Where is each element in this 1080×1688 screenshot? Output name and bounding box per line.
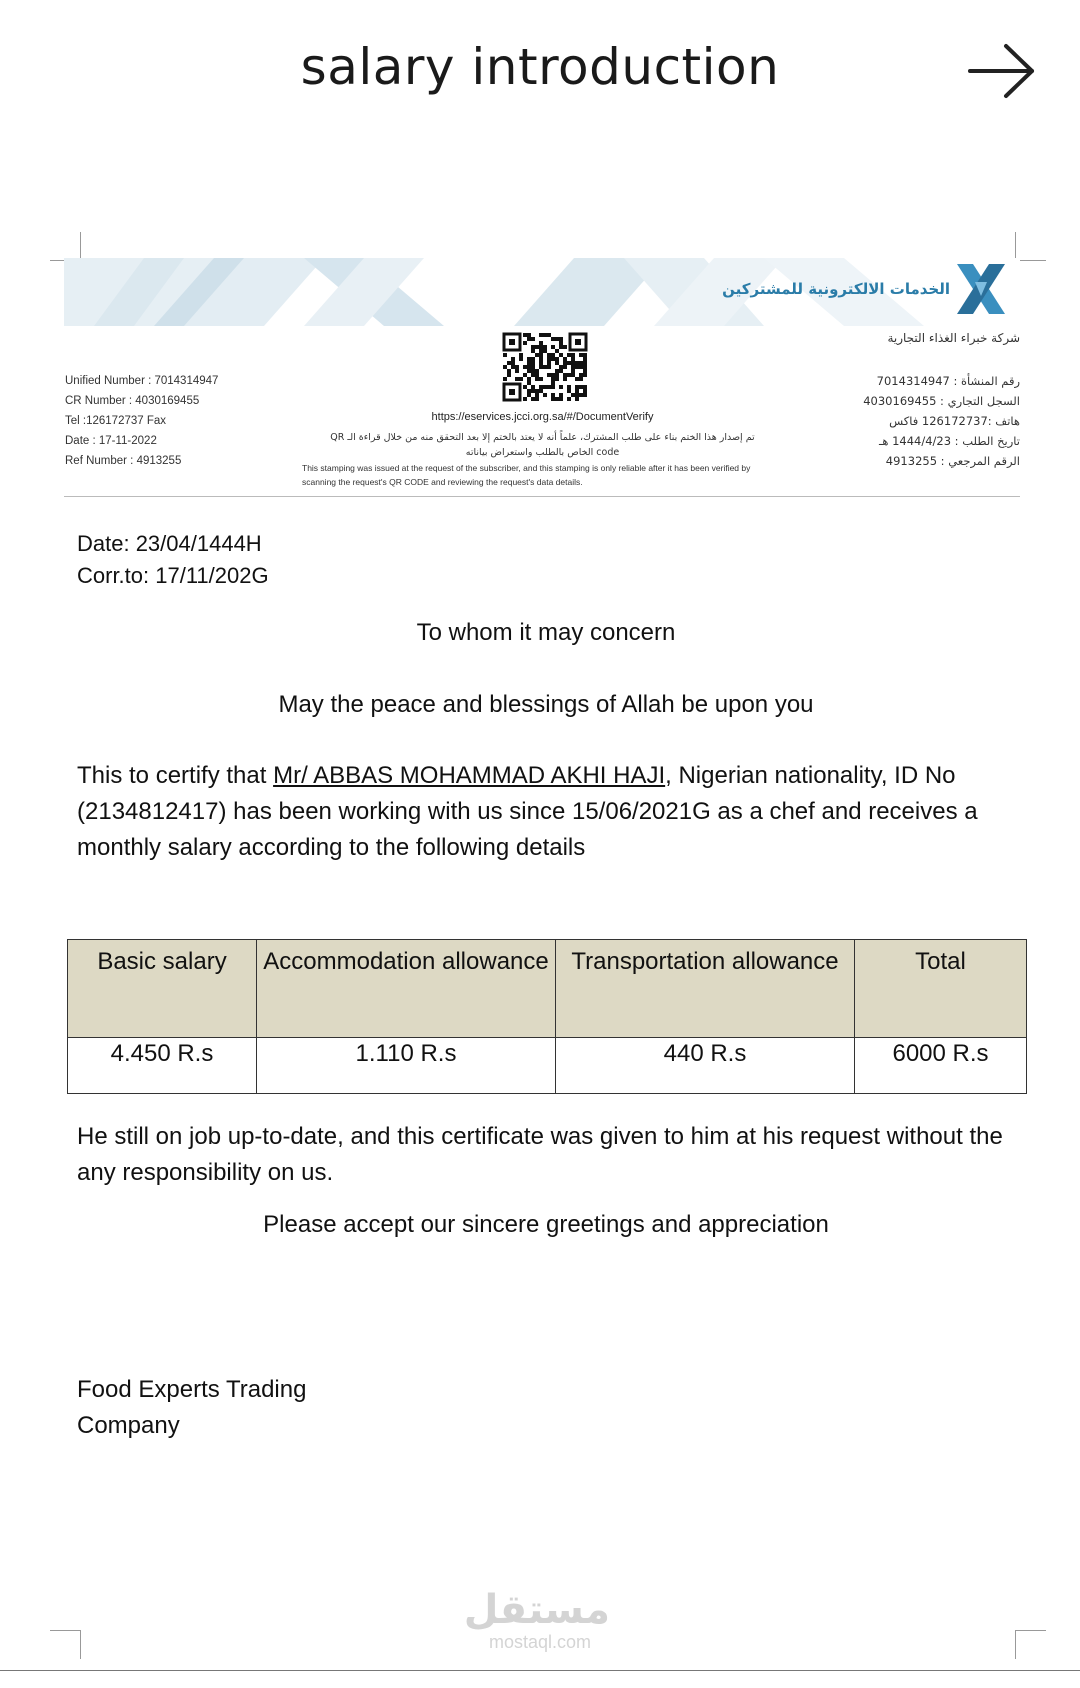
request-date: Date : 17-11-2022 [65, 435, 157, 447]
closing-note: He still on job up-to-date, and this certificate was given to him at his request without the any responsibility on us. [77, 1123, 1003, 1186]
greeting: May the peace and blessings of Allah be upon you [278, 691, 814, 718]
crop-mark-top-left [50, 232, 81, 261]
certification-paragraph [77, 758, 1007, 866]
arrow-right-icon[interactable] [968, 42, 1036, 100]
stamp-note-arabic-line2: code الخاص بالطلب واستعراض بياناته [465, 447, 620, 458]
salary-table [67, 939, 1027, 1094]
ref-number: Ref Number : 4913255 [65, 455, 182, 467]
stamp-note-arabic [300, 430, 785, 460]
header-basic-salary: Basic salary [68, 940, 257, 1038]
watermark-logo-arabic: مستقل [463, 1587, 610, 1633]
salary-table-header-row [68, 940, 1027, 1038]
crop-mark-top-right [1015, 232, 1046, 261]
request-date-arabic: تاريخ الطلب : 1444/4/23 هـ [878, 434, 1020, 448]
ref-number-arabic: الرقم المرجعي : 4913255 [885, 454, 1020, 468]
tel-fax-arabic: هاتف :126172737 فاكس [889, 414, 1020, 428]
page-title: salary introduction [300, 38, 780, 96]
letter-corr-date: Corr.to: 17/11/202G [77, 563, 269, 588]
stamp-note-arabic-line1: تم إصدار هذا الختم بناء على طلب المشترك، علماً أنه لا يعتد بالختم إلا بعد التحقق منه من خلال قراءة الـ QR [330, 432, 755, 443]
crop-mark-bottom-left [50, 1630, 81, 1659]
unified-number-arabic: رقم المنشأة : 7014314947 [876, 374, 1020, 388]
header-total: Total [855, 940, 1027, 1038]
transportation-allowance-value: 440 R.s [556, 1038, 855, 1094]
regards-line: Please accept our sincere greetings and appreciation [263, 1211, 829, 1238]
cr-number: CR Number : 4030169455 [65, 395, 200, 407]
crop-mark-bottom-right [1015, 1630, 1046, 1659]
watermark-url: mostaql.com [488, 1632, 592, 1652]
qr-code[interactable] [502, 332, 588, 402]
letterhead-info-english [65, 371, 218, 471]
letter-date: Date: 23/04/1444H [77, 531, 262, 556]
company-name-line1: Food Experts Trading [77, 1376, 307, 1403]
letterhead-brand-arabic: الخدمات الالكترونية للمشتركين [722, 280, 950, 298]
total-value: 6000 R.s [855, 1038, 1027, 1094]
cr-number-arabic: السجل التجاري : 4030169455 [863, 394, 1020, 408]
header-accommodation-allowance: Accommodation allowance [257, 940, 556, 1038]
unified-number: Unified Number : 7014314947 [65, 375, 219, 387]
salutation: To whom it may concern [416, 619, 676, 646]
salary-table-row [68, 1038, 1027, 1094]
page-bottom-divider [0, 1670, 1080, 1671]
header-transportation-allowance: Transportation allowance [556, 940, 855, 1038]
app-header [0, 0, 1080, 150]
letterhead-info-arabic [863, 371, 1020, 471]
accommodation-allowance-value: 1.110 R.s [257, 1038, 556, 1094]
certify-suffix: , Nigerian nationality, ID No (2134812417) has been working with us since 15/06/2021G as a chef and receives a monthly salary according to the following details [77, 762, 978, 861]
stamp-note-english: This stamping was issued at the request of the subscriber, and this stamping is only reliable after it has been verified by scanning the request's QR CODE and reviewing the request's data details. [302, 463, 751, 487]
mostaql-watermark [463, 1587, 610, 1652]
company-signature [77, 1372, 306, 1444]
letterhead-divider [64, 496, 1020, 497]
certify-prefix: This to certify that [77, 762, 274, 789]
employee-name: Mr/ ABBAS MOHAMMAD AKHI HAJI [273, 762, 666, 789]
tel-fax: Tel :126172737 Fax [65, 415, 167, 427]
letter-date-block [77, 528, 269, 592]
company-name-arabic: شركة خبراء الغذاء التجارية [887, 331, 1020, 345]
basic-salary-value: 4.450 R.s [68, 1038, 257, 1094]
document-verify-url[interactable]: https://eservices.jcci.org.sa/#/DocumentVerify [431, 411, 654, 423]
company-name-line2: Company [77, 1412, 180, 1439]
